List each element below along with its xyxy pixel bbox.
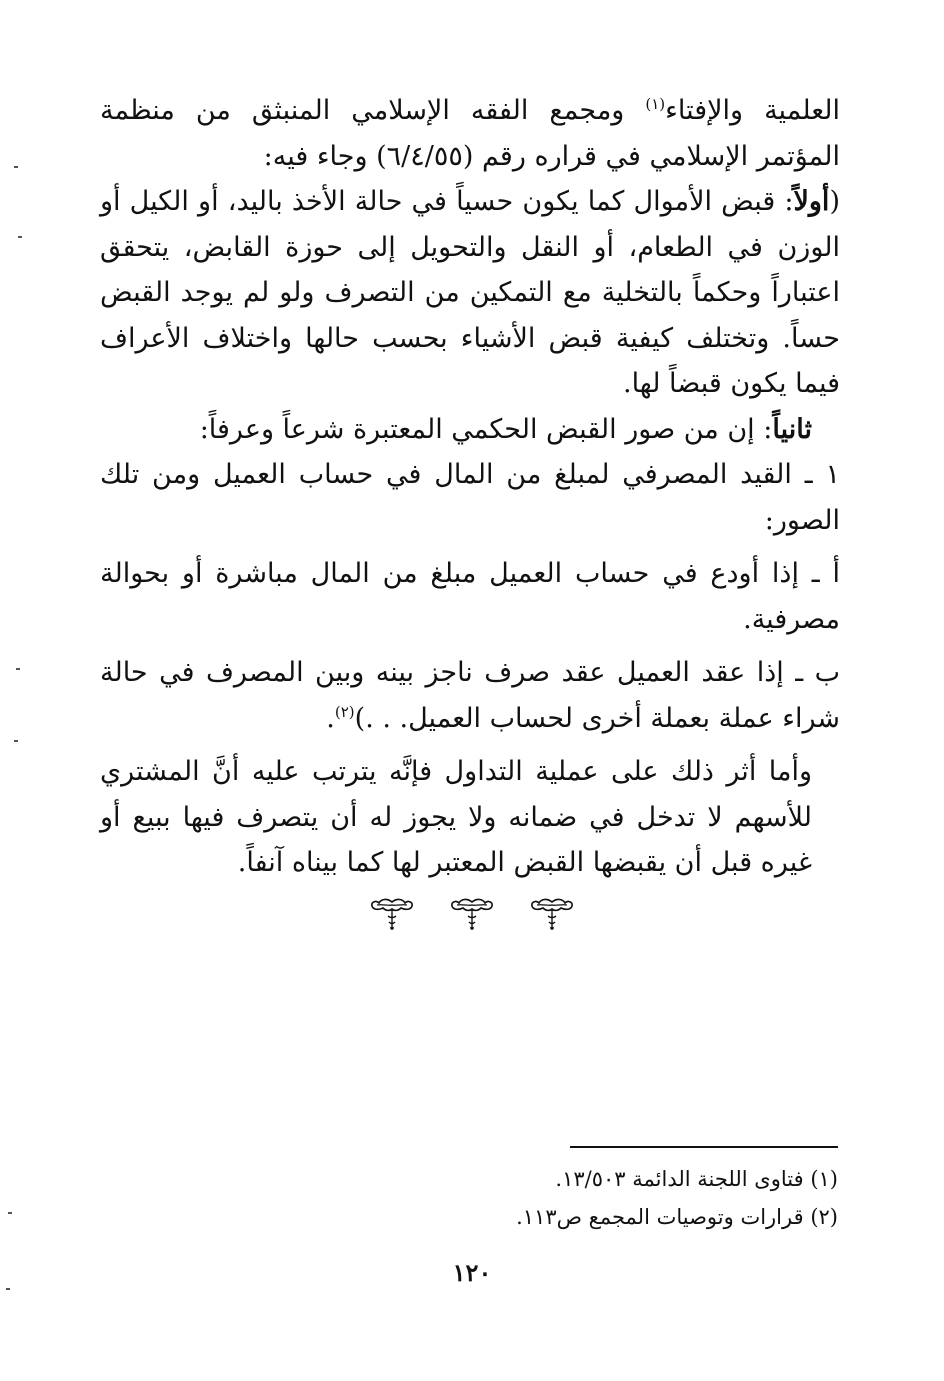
margin-mark xyxy=(14,166,18,168)
paragraph-3-text: : إن من صور القبض الحكمي المعتبرة شرعاً وعرفاً: xyxy=(199,413,773,445)
paragraph-7: وأما أثر ذلك على عملية التداول فإنَّه يترتب عليه أنَّ المشتري للأسهم لا تدخل في ضمانه ولا يجوز له أن يتصرف فيها ببيع أو غيره قبل أن يقبضها القبض المعتبر لها كما بيناه آنفاً. xyxy=(100,756,812,878)
footnote-separator xyxy=(570,1146,838,1148)
paragraph-3-lead: ثانياً xyxy=(772,413,812,445)
paragraph-6 xyxy=(100,650,840,741)
fleuron-icon xyxy=(449,896,495,932)
paragraph-6-end: . xyxy=(326,702,335,734)
paragraph-4: ١ ـ القيد المصرفي لمبلغ من المال في حساب العميل ومن تلك الصور: xyxy=(100,459,840,536)
margin-mark xyxy=(8,1212,12,1214)
margin-mark xyxy=(18,236,22,238)
fleuron-icon xyxy=(369,896,415,932)
paragraph-1-continued: ومجمع الفقه الإسلامي المنبثق من منظمة المؤتمر الإسلامي في قراره رقم (٦/٤/٥٥) وجاء فيه: xyxy=(100,95,840,172)
paragraph-6-text: ب ـ إذا عقد العميل عقد صرف ناجز بينه وبين المصرف في حالة شراء عملة بعملة أخرى لحساب العميل. . .) xyxy=(100,657,840,734)
margin-mark xyxy=(6,1288,10,1290)
paragraph-2 xyxy=(100,179,840,407)
footnote-2: (٢) قرارات وتوصيات المجمع ص١١٣. xyxy=(516,1205,838,1229)
margin-mark xyxy=(14,740,18,742)
footnote-ref-1: (١) xyxy=(645,95,666,113)
paragraph-2-text: : قبض الأموال كما يكون حسياً في حالة الأخذ باليد، أو الكيل أو الوزن في الطعام، أو النقل والتحويل إلى حوزة القابض، يتحقق اعتباراً وحكماً بالتخلية مع التمكين من التصرف ولو لم يوجد القبض حساً. وتختلف كيفية قبض الأشياء بحسب حالها واختلاف الأعراف فيما يكون قبضاً لها. xyxy=(100,186,840,399)
paragraph-5: أ ـ إذا أودع في حساب العميل مبلغ من المال مباشرة أو بحوالة مصرفية. xyxy=(100,558,840,635)
main-text xyxy=(100,88,840,886)
footnotes xyxy=(300,1160,838,1236)
paragraph-3 xyxy=(100,407,840,453)
paragraph-1 xyxy=(100,88,840,179)
footnote-ref-2: (٢) xyxy=(334,702,355,721)
quote-open: ( xyxy=(829,186,840,217)
paragraph-1-text: العلمية والإفتاء xyxy=(665,95,841,126)
paragraph-2-lead: أولاً xyxy=(793,186,830,217)
section-divider xyxy=(0,896,944,936)
fleuron-icon xyxy=(529,896,575,932)
page-number: ١٢٠ xyxy=(452,1258,492,1287)
footnote-1: (١) فتاوى اللجنة الدائمة ١٣/٥٠٣. xyxy=(555,1167,838,1191)
margin-mark xyxy=(16,668,20,670)
